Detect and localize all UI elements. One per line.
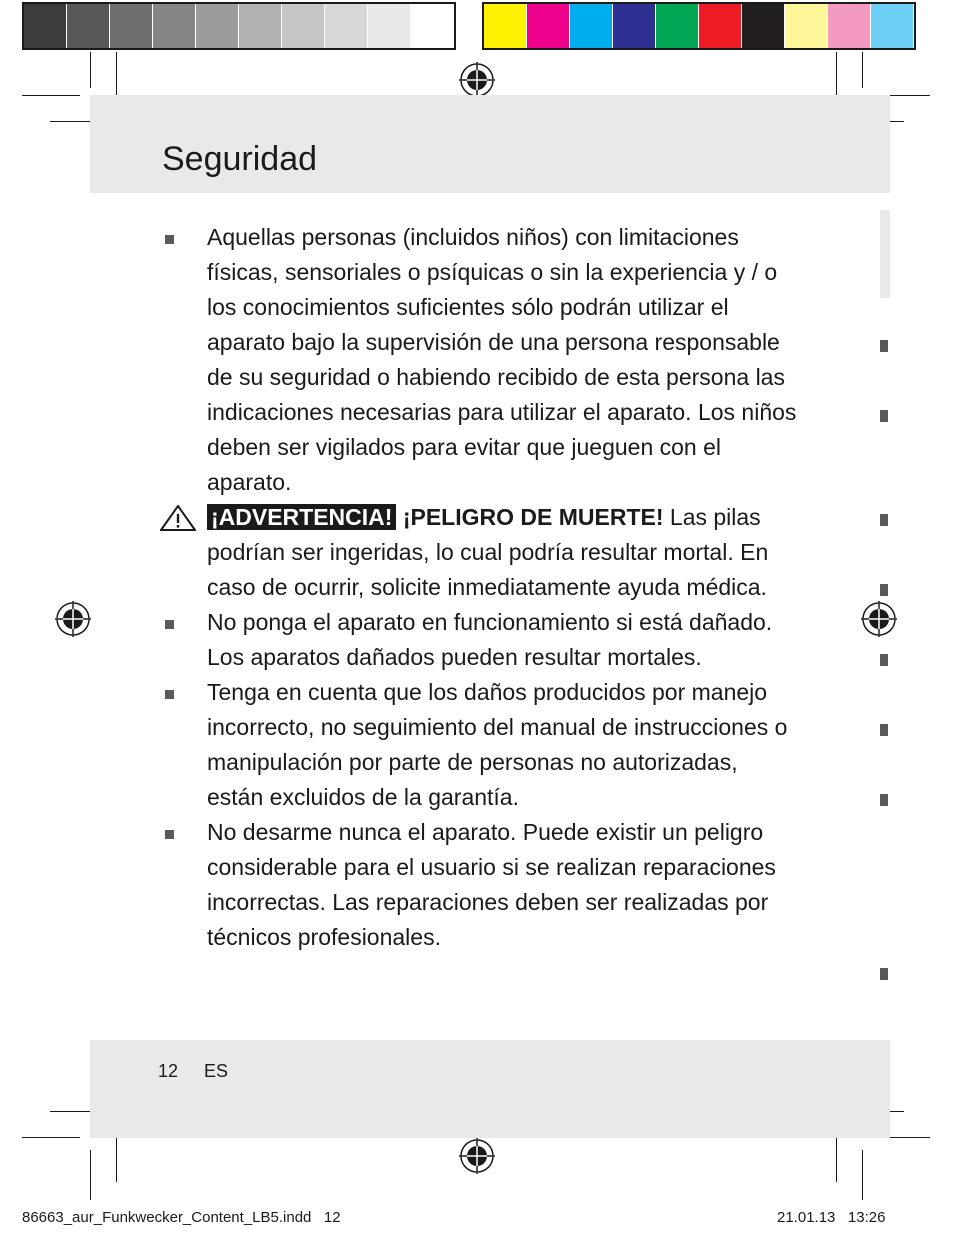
gray-color-bar (22, 2, 456, 50)
color-swatch (871, 4, 914, 48)
process-color-bar (482, 2, 916, 50)
square-bullet-icon (165, 830, 174, 839)
square-bullet-icon (165, 690, 174, 699)
square-bullet-icon (165, 620, 174, 629)
crop-mark (116, 1132, 117, 1182)
color-swatch (656, 4, 699, 48)
slug-timestamp: 21.01.13 13:26 (777, 1209, 886, 1226)
warning-item (160, 500, 800, 605)
gray-swatch (239, 4, 282, 48)
facing-page-bullet (880, 514, 888, 526)
facing-page-edge (880, 210, 890, 298)
gray-swatch (153, 4, 196, 48)
color-swatch (484, 4, 527, 48)
item-text: Aquellas personas (incluidos niños) con limitaciones físicas, sensoriales o psíquicas o sin la experiencia y / o los conocimientos suficientes sólo podrán utilizar el aparato bajo la supervisión de una persona responsable de su seguridad o habiendo recibido de esta persona las indicaciones necesarias para utilizar el aparato. Los niños deben ser vigilados para evitar que jueguen con el aparato. (207, 224, 797, 495)
color-swatch (570, 4, 613, 48)
facing-page-bullet (880, 968, 888, 980)
color-swatch (699, 4, 742, 48)
list-item (160, 675, 800, 815)
language-code: ES (204, 1061, 229, 1081)
gray-swatch (325, 4, 368, 48)
gray-swatch (110, 4, 153, 48)
item-text: No desarme nunca el aparato. Puede existir un peligro considerable para el usuario si se realizan reparaciones incorrectas. Las reparaciones deben ser realizadas por técnicos profesionales. (207, 819, 776, 950)
safety-list (160, 220, 800, 955)
list-item (160, 220, 800, 500)
facing-page-bullet (880, 340, 888, 352)
crop-mark (836, 1132, 837, 1182)
page-number: 12 (158, 1061, 179, 1081)
color-swatch (742, 4, 785, 48)
gray-swatch (196, 4, 239, 48)
registration-mark-icon (459, 1138, 495, 1174)
color-swatch (785, 4, 828, 48)
list-item (160, 815, 800, 955)
crop-mark (22, 95, 80, 96)
color-swatch (527, 4, 570, 48)
item-text: Tenga en cuenta que los daños producidos por manejo incorrecto, no seguimiento del manual de instrucciones o manipulación por parte de personas no autorizadas, están excluidos de la garantía. (207, 679, 788, 810)
crop-mark (862, 52, 863, 88)
crop-mark (862, 1150, 863, 1200)
item-text: Las pilas podrían ser ingeridas, lo cual podría resultar mortal. En caso de ocurrir, solicite inmediatamente ayuda médica. (207, 504, 769, 600)
gray-swatch (24, 4, 67, 48)
facing-page-bullet (880, 584, 888, 596)
color-swatch (828, 4, 871, 48)
crop-mark (90, 52, 91, 88)
crop-mark (22, 1137, 80, 1138)
facing-page-bullet (880, 794, 888, 806)
item-text: No ponga el aparato en funcionamiento si está dañado. Los aparatos dañados pueden resultar mortales. (207, 609, 773, 670)
registration-mark-icon (459, 62, 495, 98)
registration-mark-icon (861, 601, 897, 637)
warning-triangle-icon (160, 505, 196, 531)
crop-mark (90, 1150, 91, 1200)
square-bullet-icon (165, 235, 174, 244)
color-swatch (613, 4, 656, 48)
warning-badge: ¡ADVERTENCIA! (207, 504, 396, 530)
facing-page-bullet (880, 654, 888, 666)
warning-headline: ¡PELIGRO DE MUERTE! (402, 504, 664, 530)
slug-filename: 86663_aur_Funkwecker_Content_LB5.indd 12 (22, 1209, 341, 1226)
registration-mark-icon (55, 601, 91, 637)
facing-page-bullet (880, 724, 888, 736)
gray-swatch (411, 4, 454, 48)
gray-swatch (368, 4, 411, 48)
gray-swatch (282, 4, 325, 48)
list-item (160, 605, 800, 675)
footer-band (90, 1040, 890, 1138)
facing-page-bullet (880, 410, 888, 422)
gray-swatch (67, 4, 110, 48)
page-title: Seguridad (162, 140, 318, 178)
